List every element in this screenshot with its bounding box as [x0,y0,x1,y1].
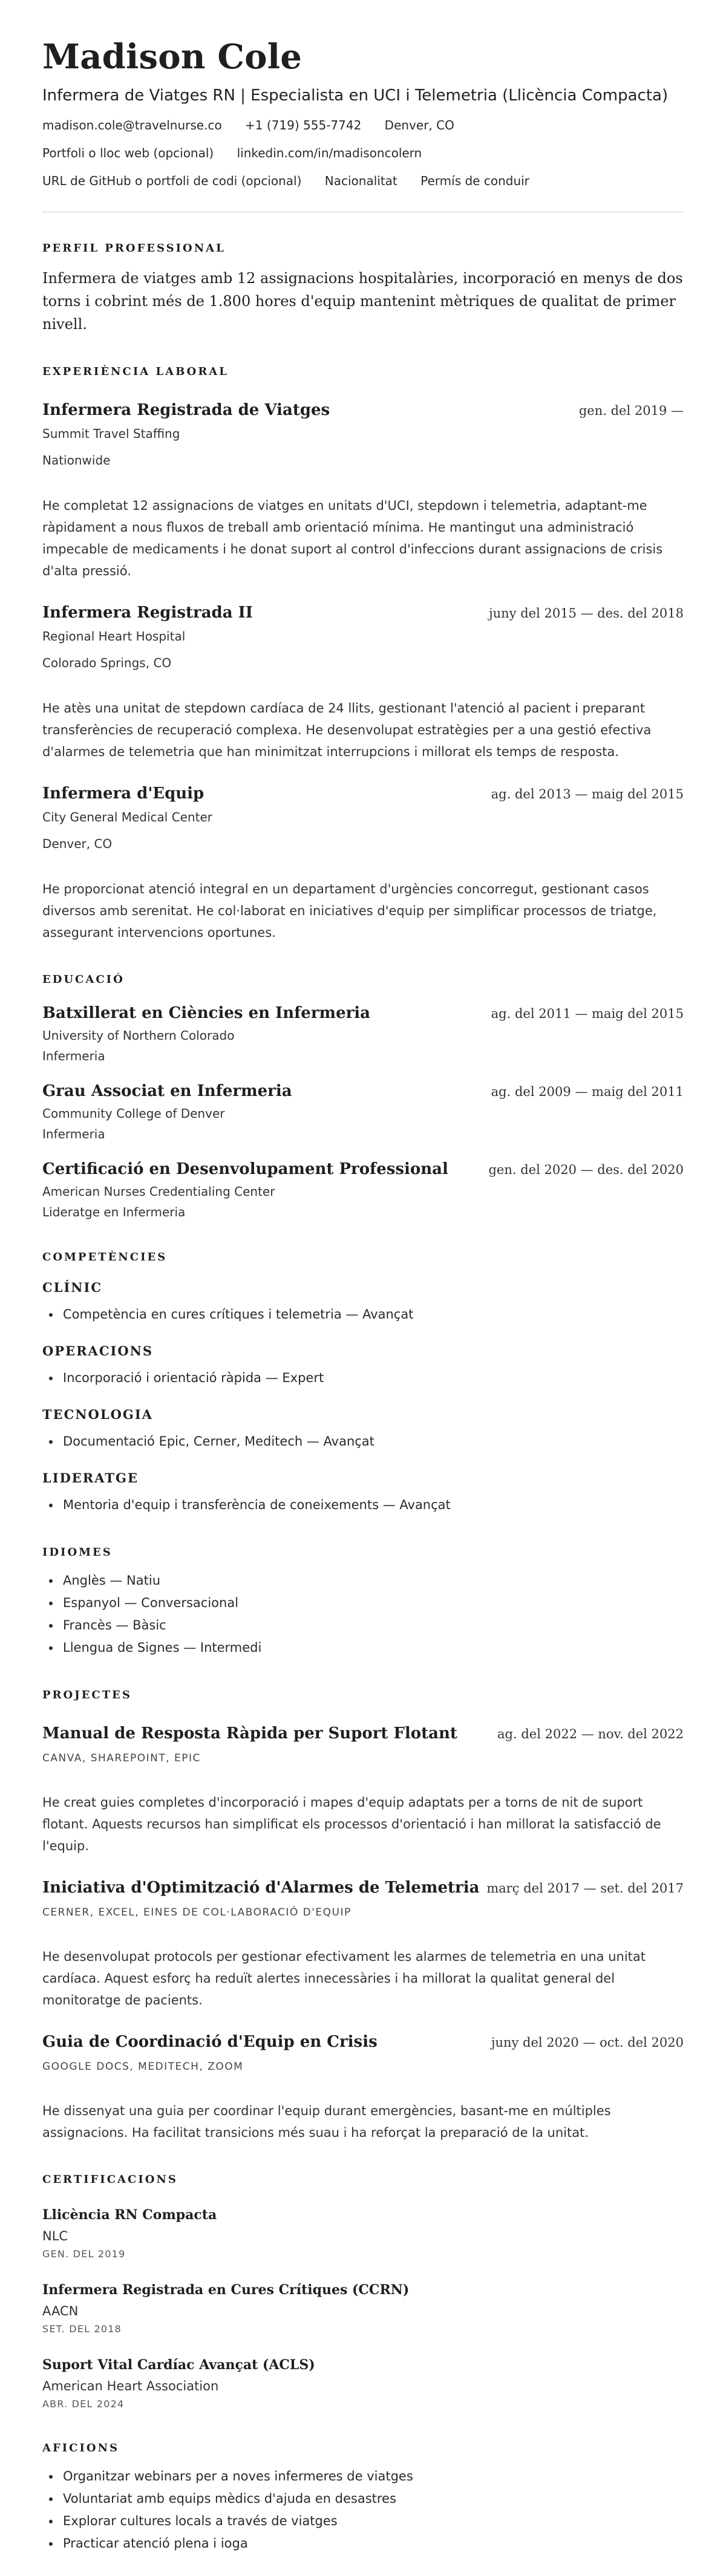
list-item: • Voluntariat amb equips mèdics d'ajuda en desastres [60,2488,684,2510]
section-title-experience: EXPERIÈNCIA LABORAL [42,365,229,378]
experience-entry [42,400,684,582]
certification-issuer: American Heart Association [42,2379,219,2393]
certification-date: SET. DEL 2018 [42,2323,122,2335]
certification-entry [42,2280,684,2337]
job-dates: juny del 2015 — des. del 2018 [489,606,684,621]
project-entry [42,1877,684,2011]
list-item: • Espanyol — Conversacional [60,1592,684,1614]
job-dates: ag. del 2013 — maig del 2015 [491,787,684,801]
experience-list [42,400,684,944]
project-dates: juny del 2020 — oct. del 2020 [491,2035,684,2050]
list-item: • Incorporació i orientació ràpida — Expert [60,1367,684,1389]
languages-list [42,1570,684,1659]
list-item: • Documentació Epic, Cerner, Meditech — Avançat [60,1430,684,1453]
section-title-hobbies: AFICIONS [42,2442,120,2454]
project-description: He creat guies completes d'incorporació i mapes d'equip adaptats per a torns de nit de suport flotant. Aquests recursos han simplificat els processos d'orientació i han millorat la satisfacció de l'equip. [42,1795,661,1853]
experience-entry-head [42,602,684,624]
section-title-projects: PROJECTES [42,1689,132,1701]
linkedin-link[interactable]: linkedin.com/in/madisoncolern [237,146,422,160]
certification-date: ABR. DEL 2024 [42,2398,125,2410]
project-entry [42,1723,684,1857]
skill-category: OPERACIONS [42,1343,154,1358]
section-title-summary: PERFIL PROFESSIONAL [42,242,226,255]
project-title: Iniciativa d'Optimització d'Alarmes de Telemetria [42,1879,480,1897]
education-entry [42,1081,684,1143]
school-name: American Nurses Credentialing Center [42,1184,275,1199]
job-description: He atès una unitat de stepdown cardíaca de 24 llits, gestionant l'atenció al pacient i preparant transferències de recuperació complexa. He desenvolupat estratègies per a una gestió efectiva d'alarmes de telemetria que han minimitzat interrupcions i millorat els temps de resposta. [42,701,652,759]
section-title-education: EDUCACIÓ [42,973,125,986]
experience-entry-head [42,783,684,804]
project-description: He dissenyat una guia per coordinar l'equip durant emergències, basant-me en múltiples assignacions. Ha facilitat transicions més suau i ha reforçat la preparació de la unitat. [42,2104,611,2140]
certification-name: Infermera Registrada en Cures Crítiques (CCRN) [42,2282,410,2298]
project-entry-head [42,2032,684,2053]
degree-title: Grau Associat en Infermeria [42,1082,292,1100]
headline: Infermera de Viatges RN | Especialista en UCI i Telemetria (Llicència Compacta) [42,86,669,105]
project-tech: CANVA, SHAREPOINT, EPIC [42,1752,201,1764]
projects-list [42,1723,684,2144]
project-title: Guia de Coordinació d'Equip en Crisis [42,2033,378,2051]
certification-name: Suport Vital Cardíac Avançat (ACLS) [42,2357,315,2373]
education-entry-head [42,1081,684,1102]
skill-category: LIDERATGE [42,1470,139,1485]
certification-entry [42,2355,684,2412]
job-location: Colorado Springs, CO [42,656,172,670]
project-dates: ag. del 2022 — nov. del 2022 [497,1727,684,1741]
certification-date: GEN. DEL 2019 [42,2248,126,2260]
job-title: Infermera Registrada II [42,604,253,622]
section-title-languages: IDIOMES [42,1546,113,1559]
field-of-study: Infermeria [42,1127,105,1141]
education-entry-head [42,1003,684,1024]
portfolio-link[interactable]: Portfoli o lloc web (opcional) [42,146,214,160]
contact-line-extra [42,172,684,190]
certification-issuer: NLC [42,2229,68,2243]
experience-entry [42,783,684,944]
skill-items [42,1303,684,1326]
license-text: Permís de conduir [420,174,529,188]
job-location: Denver, CO [42,836,113,851]
certifications-list [42,2205,684,2412]
list-item: • Llengua de Signes — Intermedi [60,1637,684,1659]
field-of-study: Infermeria [42,1049,105,1063]
degree-title: Certificació en Desenvolupament Professional [42,1160,448,1178]
skill-category: CLÍNIC [42,1280,103,1295]
education-entry [42,1003,684,1065]
project-entry [42,2032,684,2144]
job-company: Summit Travel Staffing [42,426,180,441]
contact-line-links [42,144,684,162]
job-location: Nationwide [42,453,111,468]
project-title: Manual de Resposta Ràpida per Suport Flotant [42,1724,457,1743]
list-item: • Francès — Bàsic [60,1614,684,1637]
hobbies-list [42,2465,684,2555]
project-entry-head [42,1723,684,1744]
degree-dates: gen. del 2020 — des. del 2020 [488,1162,684,1177]
github-link[interactable]: URL de GitHub o portfoli de codi (opcional) [42,174,302,188]
summary-text: Infermera de viatges amb 12 assignacions hospitalàries, incorporació en menys de dos torns i cobrint més de 1.800 hores d'equip mantenint mètriques de qualitat de primer nivell. [42,270,683,333]
skill-category: TECNOLOGIA [42,1407,153,1422]
list-item: • Organitzar webinars per a noves infermeres de viatges [60,2465,684,2488]
project-description: He desenvolupat protocols per gestionar efectivament les alarmes de telemetria en una unitat cardíaca. Aquest esforç ha reduït alertes innecessàries i ha millorat la qualitat general del monitoratge de pacients. [42,1949,646,2007]
contact-line-primary [42,116,684,134]
experience-entry-head [42,400,684,421]
degree-title: Batxillerat en Ciències en Infermeria [42,1004,371,1022]
email-link[interactable]: madison.cole@travelnurse.co [42,118,222,132]
skill-items [42,1494,684,1516]
phone-text[interactable]: +1 (719) 555-7742 [245,118,362,132]
section-title-skills: COMPETÈNCIES [42,1251,168,1264]
education-list [42,1003,684,1221]
project-tech: CERNER, EXCEL, EINES DE COL·LABORACIÓ D'EQUIP [42,1906,352,1919]
certification-entry [42,2205,684,2262]
certification-issuer: AACN [42,2304,79,2318]
job-description: He completat 12 assignacions de viatges en unitats d'UCI, stepdown i telemetria, adaptant-me ràpidament a nous fluxos de treball amb orientació mínima. He mantingut una administració impecable de medicaments i he donat suport al control d'infeccions durant assignacions de crisis d'alta pressió. [42,498,663,578]
project-dates: març del 2017 — set. del 2017 [486,1881,684,1896]
nationality-text: Nacionalitat [324,174,397,188]
job-company: City General Medical Center [42,810,213,824]
skill-items [42,1430,684,1453]
job-title: Infermera d'Equip [42,784,204,803]
project-entry-head [42,1877,684,1899]
education-entry-head [42,1159,684,1180]
skills-list [42,1279,684,1516]
school-name: Community College of Denver [42,1106,225,1121]
candidate-name: Madison Cole [42,37,302,77]
degree-dates: ag. del 2011 — maig del 2015 [491,1006,684,1021]
degree-dates: ag. del 2009 — maig del 2011 [491,1084,684,1099]
field-of-study: Lideratge en Infermeria [42,1205,186,1219]
list-item: • Explorar cultures locals a través de viatges [60,2510,684,2532]
project-tech: GOOGLE DOCS, MEDITECH, ZOOM [42,2061,244,2073]
skill-items [42,1367,684,1389]
job-description: He proporcionat atenció integral en un departament d'urgències concorregut, gestionant casos diversos amb serenitat. He col·laborat en iniciatives d'equip per simplificar processos de triatge, assegurant intervencions oportunes. [42,882,657,940]
education-entry [42,1159,684,1221]
list-item: • Mentoria d'equip i transferència de coneixements — Avançat [60,1494,684,1516]
list-item: • Competència en cures crítiques i telemetria — Avançat [60,1303,684,1326]
list-item: • Anglès — Natiu [60,1570,684,1592]
school-name: University of Northern Colorado [42,1028,235,1043]
job-dates: gen. del 2019 — [578,403,684,418]
job-company: Regional Heart Hospital [42,629,186,644]
location-text: Denver, CO [384,118,454,132]
job-title: Infermera Registrada de Viatges [42,401,330,419]
list-item: • Practicar atenció plena i ioga [60,2532,684,2555]
certification-name: Llicència RN Compacta [42,2207,217,2223]
section-title-certifications: CERTIFICACIONS [42,2173,178,2186]
experience-entry [42,602,684,763]
